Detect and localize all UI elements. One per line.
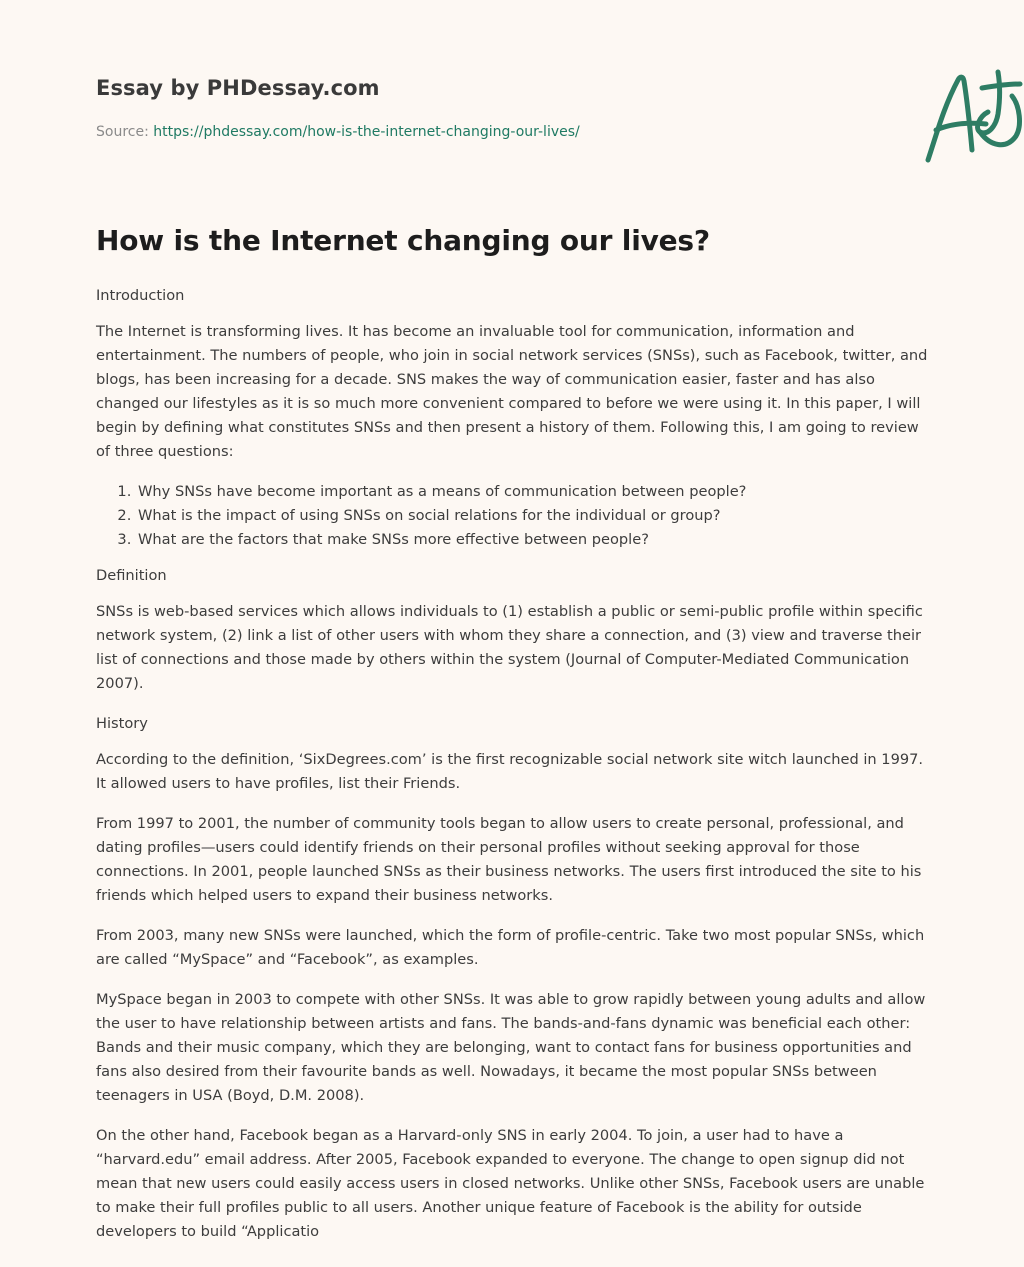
- list-item: 2. What is the impact of using SNSs on social relations for the individual or group?: [136, 504, 930, 528]
- section-heading-introduction: Introduction: [96, 287, 185, 304]
- history-paragraph: According to the definition, ‘SixDegrees.com’ is the first recognizable social network site witch launched in 1997. It allowed users to have profiles, list their Friends.: [96, 751, 924, 792]
- source-link[interactable]: https://phdessay.com/how-is-the-internet-changing-our-lives/: [153, 124, 580, 140]
- section-heading-history: History: [96, 715, 148, 732]
- intro-paragraph: The Internet is transforming lives. It has become an invaluable tool for communication, information and entertainment. The numbers of people, who join in social network services (SNSs), such as Facebook, twitter, and blogs, has been increasing for a decade. SNS makes the way of communication easier, faster and has also changed our lifestyles as it is so much more convenient compared to before we were using it. In this paper, I will begin by defining what constitutes SNSs and then present a history of them. Following this, I am going to review of three questions:: [96, 323, 928, 460]
- site-brand: Essay by PHDessay.com: [96, 76, 380, 100]
- a-plus-logo: [914, 66, 1024, 166]
- definition-paragraph: SNSs is web-based services which allows individuals to (1) establish a public or semi-public profile within specific network system, (2) link a list of other users with whom they share a connection, and (3) view and traverse their list of connections and those made by others within the system (Journal of Computer-Mediated Communication 2007).: [96, 603, 923, 692]
- essay-title: How is the Internet changing our lives?: [96, 224, 710, 257]
- history-paragraph: From 2003, many new SNSs were launched, which the form of profile-centric. Take two most popular SNSs, which are called “MySpace” and “Facebook”, as examples.: [96, 927, 925, 968]
- list-item: 1. Why SNSs have become important as a means of communication between people?: [136, 480, 930, 504]
- question-list: [96, 480, 930, 552]
- list-item: 3. What are the factors that make SNSs more effective between people?: [136, 528, 930, 552]
- history-paragraph: From 1997 to 2001, the number of community tools began to allow users to create personal, professional, and dating profiles—users could identify friends on their personal profiles without seeking approval for those connections. In 2001, people launched SNSs as their business networks. The users first introduced the site to his friends which helped users to expand their business networks.: [96, 815, 922, 904]
- section-heading-definition: Definition: [96, 567, 167, 584]
- source-label: Source:: [96, 124, 154, 140]
- history-paragraph: On the other hand, Facebook began as a Harvard-only SNS in early 2004. To join, a user had to have a “harvard.edu” email address. After 2005, Facebook expanded to everyone. The change to open signup did not mean that new users could easily access users in closed networks. Unlike other SNSs, Facebook users are unable to make their full profiles public to all users. Another unique feature of Facebook is the ability for outside developers to build “Applicatio: [96, 1127, 925, 1240]
- history-paragraph: MySpace began in 2003 to compete with other SNSs. It was able to grow rapidly between young adults and allow the user to have relationship between artists and fans. The bands-and-fans dynamic was beneficial each other: Bands and their music company, which they are belonging, want to contact fans for business opportunities and fans also desired from their favourite bands as well. Nowadays, it became the most popular SNSs between teenagers in USA (Boyd, D.M. 2008).: [96, 991, 926, 1104]
- source-line: [96, 124, 580, 140]
- essay-body: [96, 284, 930, 1260]
